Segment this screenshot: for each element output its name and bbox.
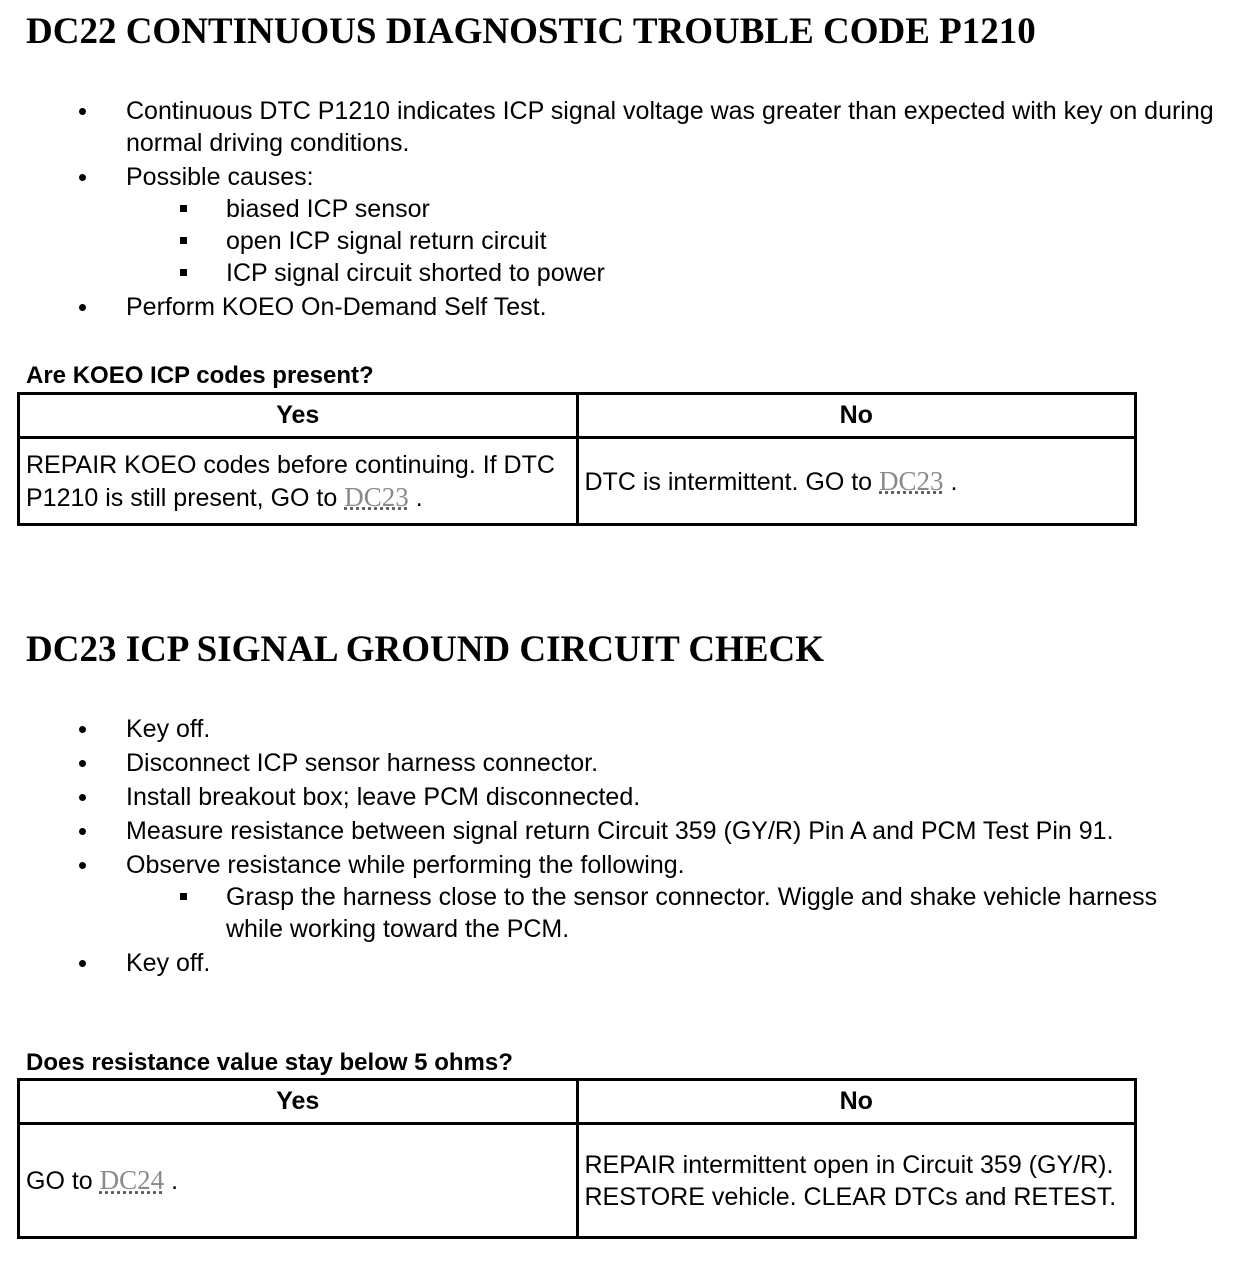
decision-table-dc22 (17, 392, 1137, 526)
list-item (0, 849, 1248, 945)
no-cell: REPAIR intermittent open in Circuit 359 (GY/R). RESTORE vehicle. CLEAR DTCs and RETEST. (577, 1124, 1136, 1238)
question-resistance: Does resistance value stay below 5 ohms? (26, 1049, 513, 1076)
dc22-bullet-list (0, 95, 1248, 325)
period: . (950, 467, 958, 496)
question-koeo-codes: Are KOEO ICP codes present? (26, 362, 374, 389)
list-item: Key off. (0, 947, 1248, 979)
table-row (19, 438, 1136, 525)
yes-cell-text: REPAIR KOEO codes before continuing. If DTC P1210 is still present, GO to (26, 450, 555, 512)
list-item: Continuous DTC P1210 indicates ICP signal voltage was greater than expected with key on during normal driving conditions. (0, 95, 1248, 159)
list-item: Key off. (0, 713, 1248, 745)
sub-list-item: Grasp the harness close to the sensor connector. Wiggle and shake vehicle harness while working toward the PCM. (126, 881, 1218, 945)
list-item: Disconnect ICP sensor harness connector. (0, 747, 1248, 779)
yes-cell (19, 1124, 578, 1238)
possible-causes-list (126, 193, 1218, 289)
observe-label: Observe resistance while performing the following. (126, 851, 685, 879)
yes-header: Yes (19, 394, 578, 438)
dc23-bullet-list (0, 713, 1248, 981)
dc23-link[interactable]: DC23 (879, 465, 944, 496)
yes-cell (19, 438, 578, 525)
decision-table-dc23 (17, 1078, 1137, 1239)
no-header: No (577, 394, 1136, 438)
list-item: Perform KOEO On-Demand Self Test. (0, 291, 1248, 323)
period: . (171, 1167, 179, 1195)
dc23-link[interactable]: DC23 (344, 481, 409, 512)
list-item: Install breakout box; leave PCM disconnected. (0, 781, 1248, 813)
sub-list-item: open ICP signal return circuit (126, 225, 1218, 257)
list-item: Measure resistance between signal return Circuit 359 (GY/R) Pin A and PCM Test Pin 91. (0, 815, 1248, 847)
list-item (0, 161, 1248, 289)
yes-cell-text: GO to (26, 1167, 93, 1195)
yes-header: Yes (19, 1080, 578, 1124)
sub-list-item: ICP signal circuit shorted to power (126, 257, 1218, 289)
sub-step-list (126, 881, 1218, 945)
sub-list-item: biased ICP sensor (126, 193, 1218, 225)
no-cell (577, 438, 1136, 525)
section-title-dc23: DC23 ICP SIGNAL GROUND CIRCUIT CHECK (26, 629, 825, 670)
dc24-link[interactable]: DC24 (99, 1165, 165, 1195)
table-row (19, 1124, 1136, 1238)
no-cell-text: DTC is intermittent. GO to (584, 467, 873, 496)
possible-causes-label: Possible causes: (126, 163, 314, 191)
section-title-dc22: DC22 CONTINUOUS DIAGNOSTIC TROUBLE CODE P1210 (26, 11, 1036, 52)
period: . (415, 483, 423, 512)
no-header: No (577, 1080, 1136, 1124)
